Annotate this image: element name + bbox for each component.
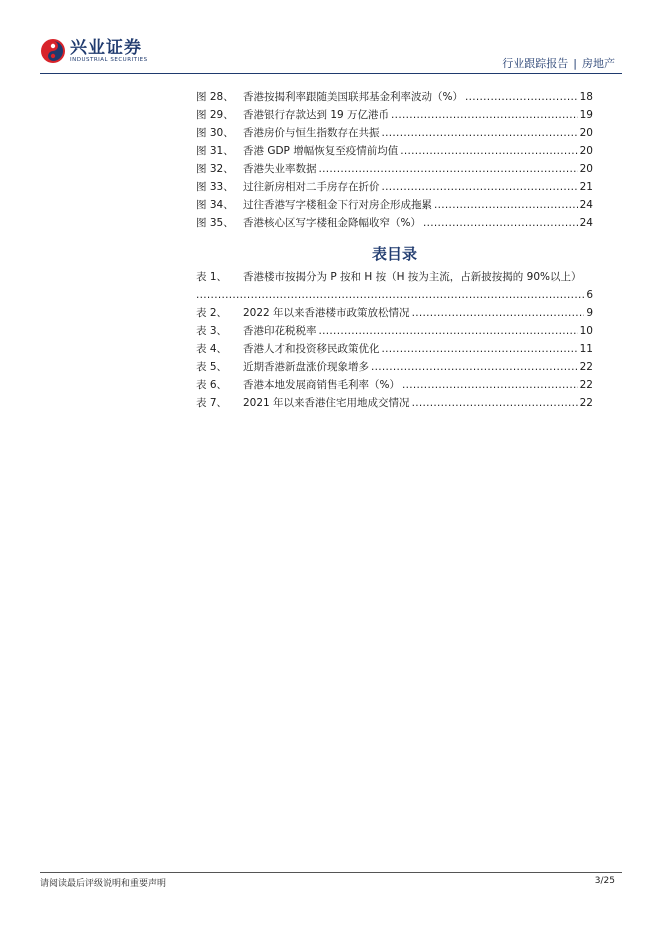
toc-number: 图 30、	[196, 127, 234, 139]
toc-title: 香港失业率数据	[243, 163, 317, 175]
toc-page-number: 10	[579, 325, 593, 337]
toc-number: 表 1、	[196, 271, 228, 283]
toc-title: 过往新房相对二手房存在折价	[243, 181, 380, 193]
footer-page-number: 3/25	[594, 876, 615, 886]
toc-leader-dots	[196, 286, 584, 304]
toc-title: 香港 GDP 增幅恢复至疫情前均值	[243, 145, 399, 157]
toc-leader-dots	[382, 124, 578, 142]
toc-page-number: 24	[579, 217, 593, 229]
toc-number: 图 31、	[196, 145, 234, 157]
toc-page-number: 11	[579, 343, 593, 355]
toc-leader-dots	[382, 340, 578, 358]
toc-page-number: 22	[579, 379, 593, 391]
toc-leader-dots	[423, 214, 578, 232]
toc-title: 2022 年以来香港楼市政策放松情况	[243, 307, 410, 319]
toc-entry-figure-33[interactable]	[196, 178, 593, 196]
tables-heading: 表目录	[371, 245, 417, 263]
toc-entry-table-4[interactable]	[196, 340, 593, 358]
toc-number: 图 32、	[196, 163, 234, 175]
toc-title: 香港本地发展商销售毛利率（%）	[243, 379, 400, 391]
toc-entry-table-6[interactable]	[196, 376, 593, 394]
toc-number: 表 5、	[196, 361, 228, 373]
toc-number: 表 7、	[196, 397, 228, 409]
report-sector: 房地产	[582, 57, 615, 70]
toc-title: 2021 年以来香港住宅用地成交情况	[243, 397, 410, 409]
header-separator: |	[573, 57, 577, 70]
toc-page-number: 18	[579, 91, 593, 103]
toc-page-number: 22	[579, 397, 593, 409]
toc-leader-dots	[319, 160, 578, 178]
toc-leader-dots	[382, 178, 578, 196]
toc-title: 香港按揭利率跟随美国联邦基金利率波动（%）	[243, 91, 463, 103]
toc-entry-figure-32[interactable]	[196, 160, 593, 178]
toc-leader-dots	[434, 196, 578, 214]
toc-page-number: 20	[579, 127, 593, 139]
toc-number: 表 2、	[196, 307, 228, 319]
toc-title: 香港人才和投资移民政策优化	[243, 343, 380, 355]
toc-leader-dots	[402, 376, 578, 394]
toc-page-number: 6	[586, 289, 593, 301]
footer-disclaimer[interactable]: 请阅读最后评级说明和重要声明	[40, 879, 167, 889]
toc-title: 香港楼市按揭分为 P 按和 H 按（H 按为主流，占新披按揭的 90%以上）	[243, 271, 582, 283]
logo-mark-icon	[40, 38, 66, 64]
toc-leader-dots	[412, 394, 578, 412]
toc-number: 表 4、	[196, 343, 228, 355]
toc-leader-dots	[400, 142, 577, 160]
logo-english-name: INDUSTRIAL SECURITIES	[70, 56, 148, 63]
toc-entry-table-5[interactable]	[196, 358, 593, 376]
toc-number: 图 28、	[196, 91, 234, 103]
toc-page-number: 21	[579, 181, 593, 193]
figure-list	[196, 88, 593, 232]
toc-number: 表 3、	[196, 325, 228, 337]
toc-number: 图 29、	[196, 109, 234, 121]
table-list	[196, 268, 593, 412]
toc-entry-figure-34[interactable]	[196, 196, 593, 214]
toc-leader-dots	[319, 322, 578, 340]
toc-number: 表 6、	[196, 379, 228, 391]
toc-title: 香港房价与恒生指数存在共振	[243, 127, 380, 139]
toc-entry-table-1[interactable]	[196, 268, 593, 304]
header-divider	[40, 73, 622, 74]
toc-title: 香港银行存款达到 19 万亿港币	[243, 109, 390, 121]
toc-entry-figure-30[interactable]	[196, 124, 593, 142]
toc-leader-dots	[371, 358, 578, 376]
toc-title: 香港印花税税率	[243, 325, 317, 337]
toc-page-number: 19	[579, 109, 593, 121]
toc-page-number: 22	[579, 361, 593, 373]
toc-number: 图 35、	[196, 217, 234, 229]
toc-page-number: 9	[586, 307, 593, 319]
toc-page-number: 20	[579, 145, 593, 157]
toc-page-number: 24	[579, 199, 593, 211]
toc-entry-figure-31[interactable]	[196, 142, 593, 160]
logo-chinese-name: 兴业证券	[70, 37, 142, 58]
toc-entry-figure-35[interactable]	[196, 214, 593, 232]
toc-entry-table-3[interactable]	[196, 322, 593, 340]
toc-title: 香港核心区写字楼租金降幅收窄（%）	[243, 217, 421, 229]
toc-entry-table-7[interactable]	[196, 394, 593, 412]
footer-divider	[40, 872, 622, 873]
report-category	[502, 55, 615, 71]
toc-number: 图 33、	[196, 181, 234, 193]
toc-title: 近期香港新盘涨价现象增多	[243, 361, 369, 373]
toc-entry-table-2[interactable]	[196, 304, 593, 322]
report-type: 行业跟踪报告	[502, 57, 569, 70]
toc-title: 过往香港写字楼租金下行对房企形成拖累	[243, 199, 432, 211]
toc-page-number: 20	[579, 163, 593, 175]
company-logo	[40, 38, 148, 64]
toc-leader-dots	[412, 304, 585, 322]
toc-leader-dots	[465, 88, 578, 106]
toc-entry-figure-29[interactable]	[196, 106, 593, 124]
toc-entry-figure-28[interactable]	[196, 88, 593, 106]
toc-leader-dots	[391, 106, 578, 124]
toc-number: 图 34、	[196, 199, 234, 211]
